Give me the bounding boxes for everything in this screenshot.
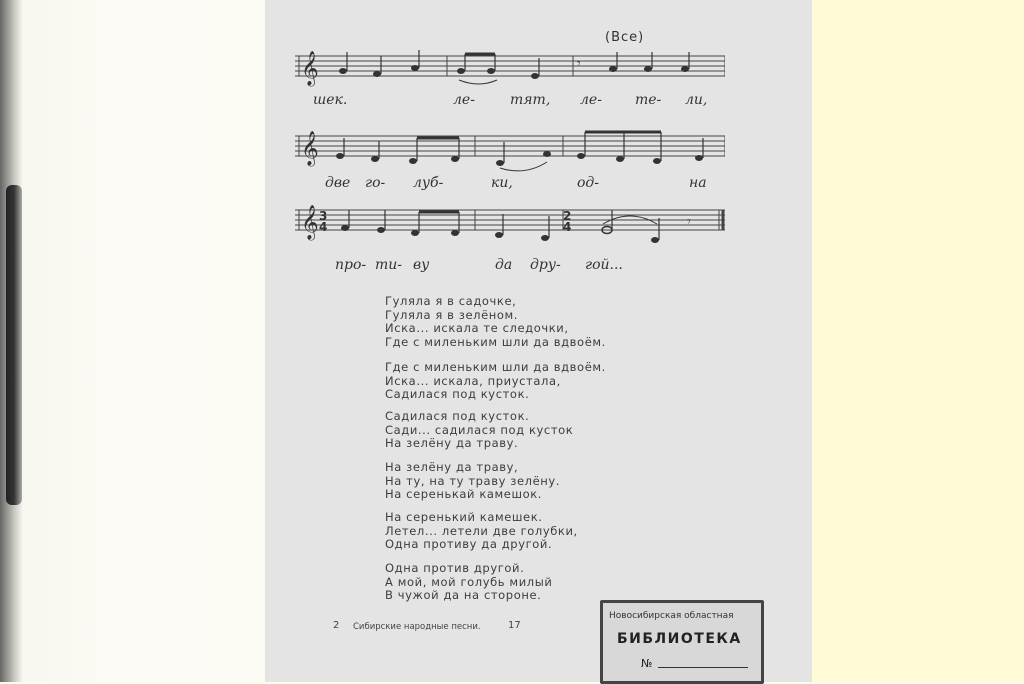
verse-line: На серенькай камешок. — [385, 487, 543, 501]
lyric-syllable: луб- — [413, 175, 444, 191]
scanned-page — [265, 0, 812, 682]
stamp-title: БИБЛИОТЕКА — [617, 631, 742, 647]
lyric-syllable: од- — [577, 175, 600, 191]
svg-text:𝄾: 𝄾 — [687, 214, 691, 230]
page-signature: 2 — [333, 620, 340, 631]
music-staff-3 — [295, 196, 725, 256]
left-dark-binding — [6, 185, 22, 505]
lyric-syllable: ле- — [580, 92, 602, 108]
page-number: 17 — [508, 620, 521, 631]
right-margin-panel — [812, 0, 1024, 682]
lyric-syllable: дру- — [530, 257, 561, 273]
lyric-syllable: ти- — [375, 257, 403, 273]
lyric-syllable: ки, — [491, 175, 513, 191]
svg-text:2: 2 — [563, 209, 572, 223]
lyric-syllable: гой... — [585, 257, 623, 273]
lyric-syllable: две — [325, 175, 351, 191]
lyric-syllable: го- — [365, 175, 386, 191]
lyric-syllable: да — [495, 257, 513, 273]
lyric-syllable: шек. — [313, 92, 348, 108]
lyric-syllable: те- — [635, 92, 662, 108]
verse-line: Сади... садилася под кусток — [385, 422, 574, 437]
book-title: Сибирские народные песни. — [353, 622, 481, 632]
stamp-number-label: № — [641, 657, 653, 670]
verse-line: Садилася под кусток. — [385, 387, 530, 401]
svg-text:4: 4 — [563, 220, 572, 234]
voice-marking: (Все) — [605, 30, 645, 45]
verse-line: Иска... искала, приустала, — [385, 373, 561, 388]
svg-text:𝄞: 𝄞 — [301, 131, 319, 166]
lyric-syllable: про- — [335, 257, 367, 273]
verse-line: На зелёну да траву, — [385, 460, 519, 474]
verse-stanza — [385, 361, 606, 402]
verse-line: Летел... летели две голубки, — [385, 523, 578, 538]
music-staff-2 — [295, 122, 725, 182]
verse-line: В чужой да на стороне. — [385, 588, 542, 602]
verse-line: Гуляла я в садочке, — [385, 294, 517, 308]
lyric-syllable: ли, — [685, 92, 708, 108]
verse-stanza — [385, 295, 606, 349]
verse-line: На серенький камешек. — [385, 510, 543, 524]
lyric-syllable: ле- — [453, 92, 475, 108]
left-margin-panel — [0, 0, 265, 682]
stamp-number-line — [658, 667, 748, 668]
verse-line: А мой, мой голубь милый — [385, 574, 553, 589]
lyric-syllable: тят, — [510, 92, 551, 108]
svg-text:𝄞: 𝄞 — [301, 205, 319, 240]
verse-stanza — [385, 511, 578, 552]
verse-line: Гуляла я в зелёном. — [385, 307, 519, 322]
lyric-syllable: на — [689, 175, 707, 191]
verse-line: Где с миленьким шли да вдвоём. — [385, 360, 606, 374]
verse-stanza — [385, 562, 552, 603]
verse-line: Садилася под кусток. — [385, 409, 530, 423]
verse-stanza — [385, 410, 573, 451]
lyric-syllable: ву — [413, 257, 430, 273]
svg-text:𝄞: 𝄞 — [301, 51, 319, 86]
verse-line: Одна против другой. — [385, 561, 525, 575]
verse-line: На ту, на ту траву зелёну. — [385, 473, 561, 488]
verse-line: Одна противу да другой. — [385, 537, 553, 551]
verse-line: Иска... искала те следочки, — [385, 321, 569, 335]
verse-line: На зелёну да траву. — [385, 436, 519, 450]
svg-text:3: 3 — [319, 209, 328, 223]
stamp-top-line: Новосибирская областная — [609, 611, 734, 621]
svg-text:𝄾: 𝄾 — [577, 56, 581, 72]
library-stamp — [600, 600, 764, 684]
svg-text:4: 4 — [319, 220, 328, 234]
verse-line: Где с миленьким шли да вдвоём. — [385, 334, 606, 349]
verse-stanza — [385, 461, 560, 502]
